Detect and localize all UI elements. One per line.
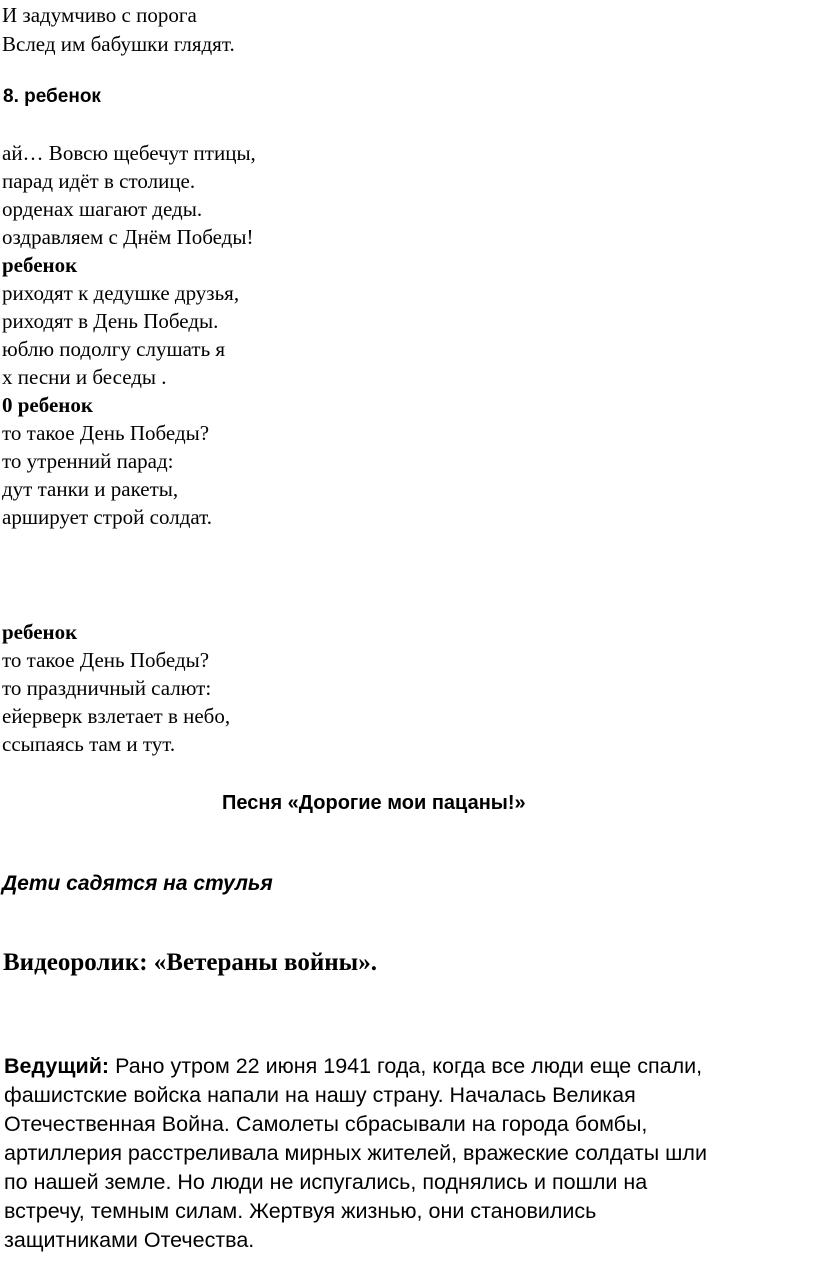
host-text: Отечественная Война. Самолеты сбрасывали на города бомбы, [4, 1112, 648, 1136]
verse-line: парад идёт в столице. [2, 169, 196, 193]
verse-line: риходят в День Победы. [2, 309, 219, 333]
verse-line: ейерверк взлетает в небо, [2, 704, 231, 728]
video-title: Видеоролик: «Ветераны войны». [3, 949, 377, 976]
verse-line: то праздничный салют: [2, 676, 212, 700]
host-text: артиллерия расстреливала мирных жителей, вражеские солдаты шли [4, 1141, 707, 1165]
verse-line: то такое День Победы? [2, 648, 210, 672]
verse-line: то утренний парад: [2, 449, 174, 473]
verse-line: х песни и беседы . [2, 365, 167, 389]
verse-line: ссыпаясь там и тут. [2, 732, 176, 756]
verse-line: дут танки и ракеты, [2, 477, 179, 501]
host-text: фашистские войска напали на нашу страну. Началась Великая [4, 1083, 636, 1107]
host-text: защитниками Отечества. [4, 1228, 255, 1252]
host-text: по нашей земле. Но люди не испугались, поднялись и пошли на [4, 1170, 648, 1194]
song-title: Песня «Дорогие мои пацаны!» [222, 792, 526, 814]
verse-line: арширует строй солдат. [2, 505, 212, 529]
host-line-1 [4, 1052, 808, 1081]
host-text: встречу, темным силам. Жертвуя жизнью, они становились [4, 1199, 597, 1223]
host-text: Рано утром 22 июня 1941 года, когда все люди еще спали, [109, 1054, 703, 1078]
child-11-heading: ребенок [2, 620, 78, 644]
child-10-heading: 0 ребенок [2, 393, 93, 417]
verse-line: Вслед им бабушки глядят. [2, 32, 235, 56]
speaker-label: Ведущий: [4, 1054, 110, 1078]
host-speech [4, 1052, 808, 1255]
stage-direction: Дети садятся на стулья [2, 872, 273, 895]
verse-line: орденах шагают деды. [2, 197, 203, 221]
verse-line: юблю подолгу слушать я [2, 337, 226, 361]
verse-line: И задумчиво с порога [2, 3, 197, 27]
child-9-heading: ребенок [2, 253, 78, 277]
child-8-heading: 8. ребенок [3, 86, 101, 107]
verse-line: ай… Вовсю щебечут птицы, [2, 141, 256, 165]
verse-line: то такое День Победы? [2, 421, 210, 445]
verse-line: оздравляем с Днём Победы! [2, 225, 254, 249]
verse-line: риходят к дедушке друзья, [2, 281, 240, 305]
